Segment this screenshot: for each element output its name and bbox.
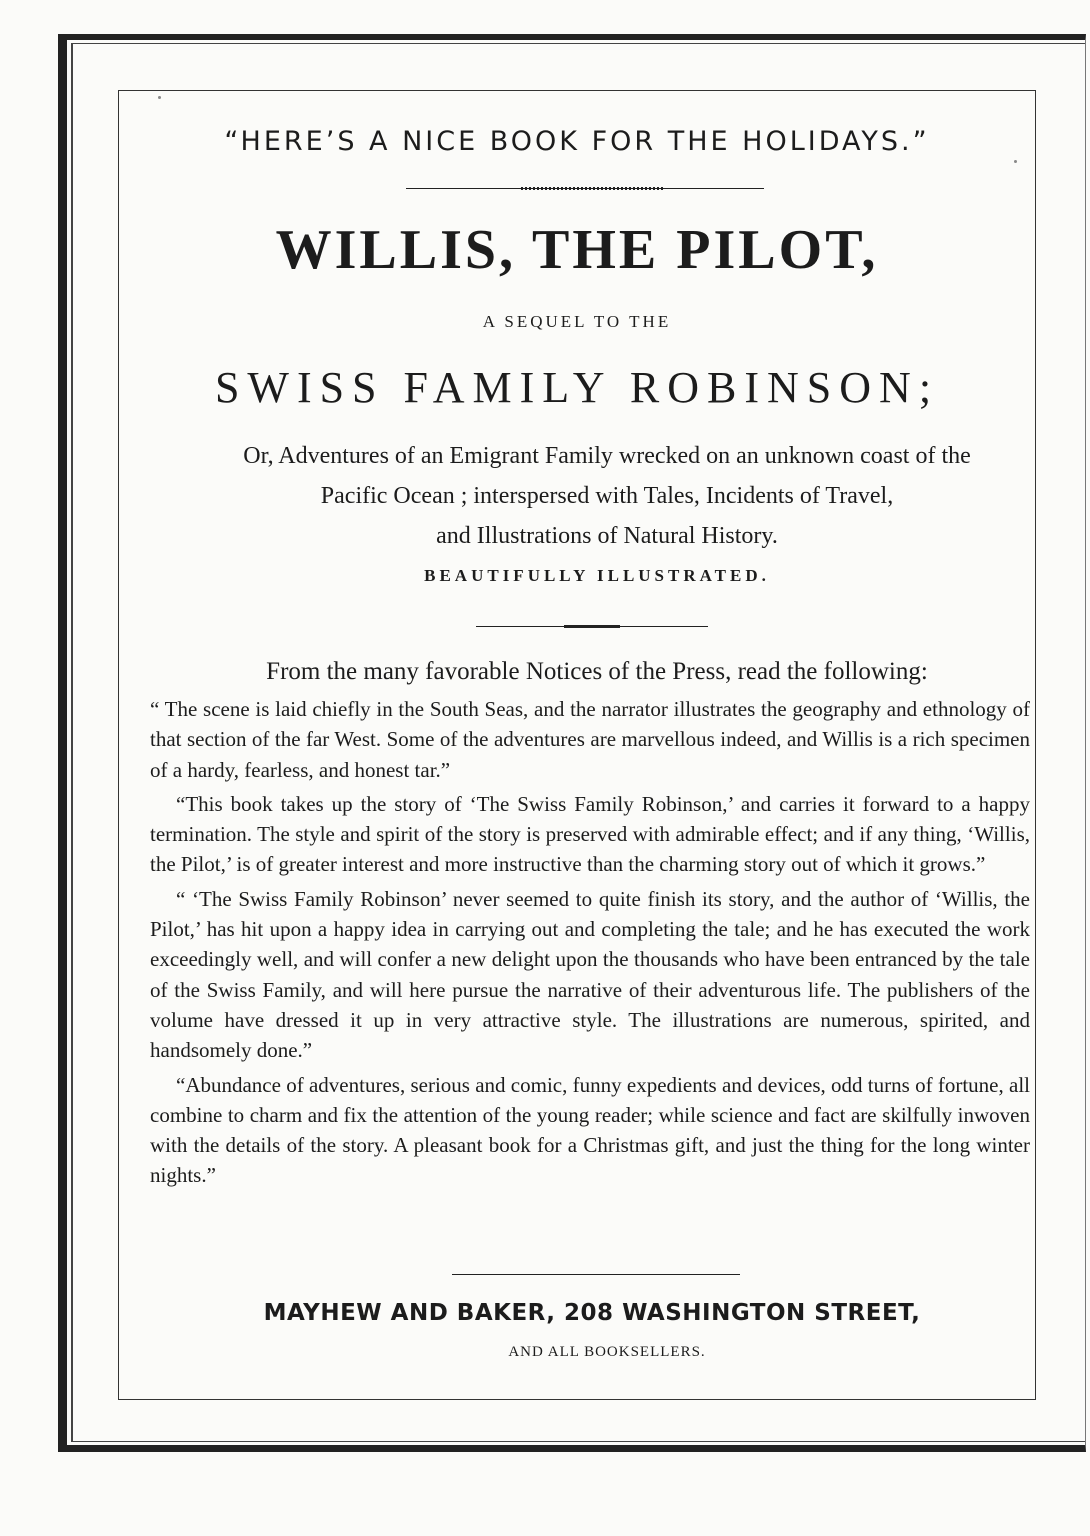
- illustrated-note: BEAUTIFULLY ILLUSTRATED.: [424, 566, 770, 585]
- wavy-rule: [406, 188, 764, 189]
- review-paragraph: “This book takes up the story of ‘The Swiss Family Robinson,’ and carries it forward to a happy termination. The style and spirit of the story is preserved with admirable effect; and if any thing, ‘Willis, the Pilot,’ is of greater interest and more instructive than the charming story out of which it grows.”: [150, 791, 1030, 877]
- paper-speck: [1014, 160, 1017, 163]
- sequel-line: A SEQUEL TO THE: [482, 312, 672, 331]
- booksellers-line: AND ALL BOOKSELLERS.: [508, 1344, 706, 1360]
- ornament-rule: [476, 626, 708, 627]
- notices-heading: From the many favorable Notices of the Press, read the following:: [266, 658, 928, 685]
- series-title: SWISS FAMILY ROBINSON;: [214, 363, 940, 412]
- paper-speck: [158, 96, 161, 99]
- book-title: WILLIS, THE PILOT,: [275, 219, 879, 281]
- review-paragraph: “ ‘The Swiss Family Robinson’ never seemed to quite finish its story, and the author of ‘Willis, the Pilot,’ has hit upon a happy idea in carrying out and completing the tale; and he has executed the work exceedingly well, and will confer a new delight upon the thousands who have been entranced by the tale of the Swiss Family, and will here pursue the narrative of their adventurous life. The publishers of the volume have dressed it up in very attractive style. The illustrations are numerous, spirited, and handsomely done.”: [150, 886, 1030, 1063]
- press-reviews: [150, 694, 1030, 1195]
- review-paragraph: “Abundance of adventures, serious and comic, funny expedients and devices, odd turns of fortune, all combine to charm and fix the attention of the young reader; while science and fact are skilfully inwoven with the details of the story. A pleasant book for a Christmas gift, and just the thing for the long winter nights.”: [150, 1072, 1030, 1188]
- closing-rule: [452, 1274, 740, 1275]
- headline: “HERE’S A NICE BOOK FOR THE HOLIDAYS.”: [224, 126, 930, 157]
- review-paragraph: “ The scene is laid chiefly in the South Seas, and the narrator illustrates the geography and ethnology of that section of the far West. Some of the adventures are marvellous indeed, and Willis is a rich specimen of a hardy, fearless, and honest tar.”: [150, 697, 1030, 782]
- publisher-line: MAYHEW AND BAKER, 208 WASHINGTON STREET,: [263, 1300, 921, 1326]
- subtitle-line: Pacific Ocean ; interspersed with Tales, Incidents of Travel,: [320, 483, 894, 509]
- subtitle: [118, 436, 1036, 556]
- subtitle-line: Or, Adventures of an Emigrant Family wrecked on an unknown coast of the: [243, 443, 971, 469]
- subtitle-line: and Illustrations of Natural History.: [436, 523, 778, 549]
